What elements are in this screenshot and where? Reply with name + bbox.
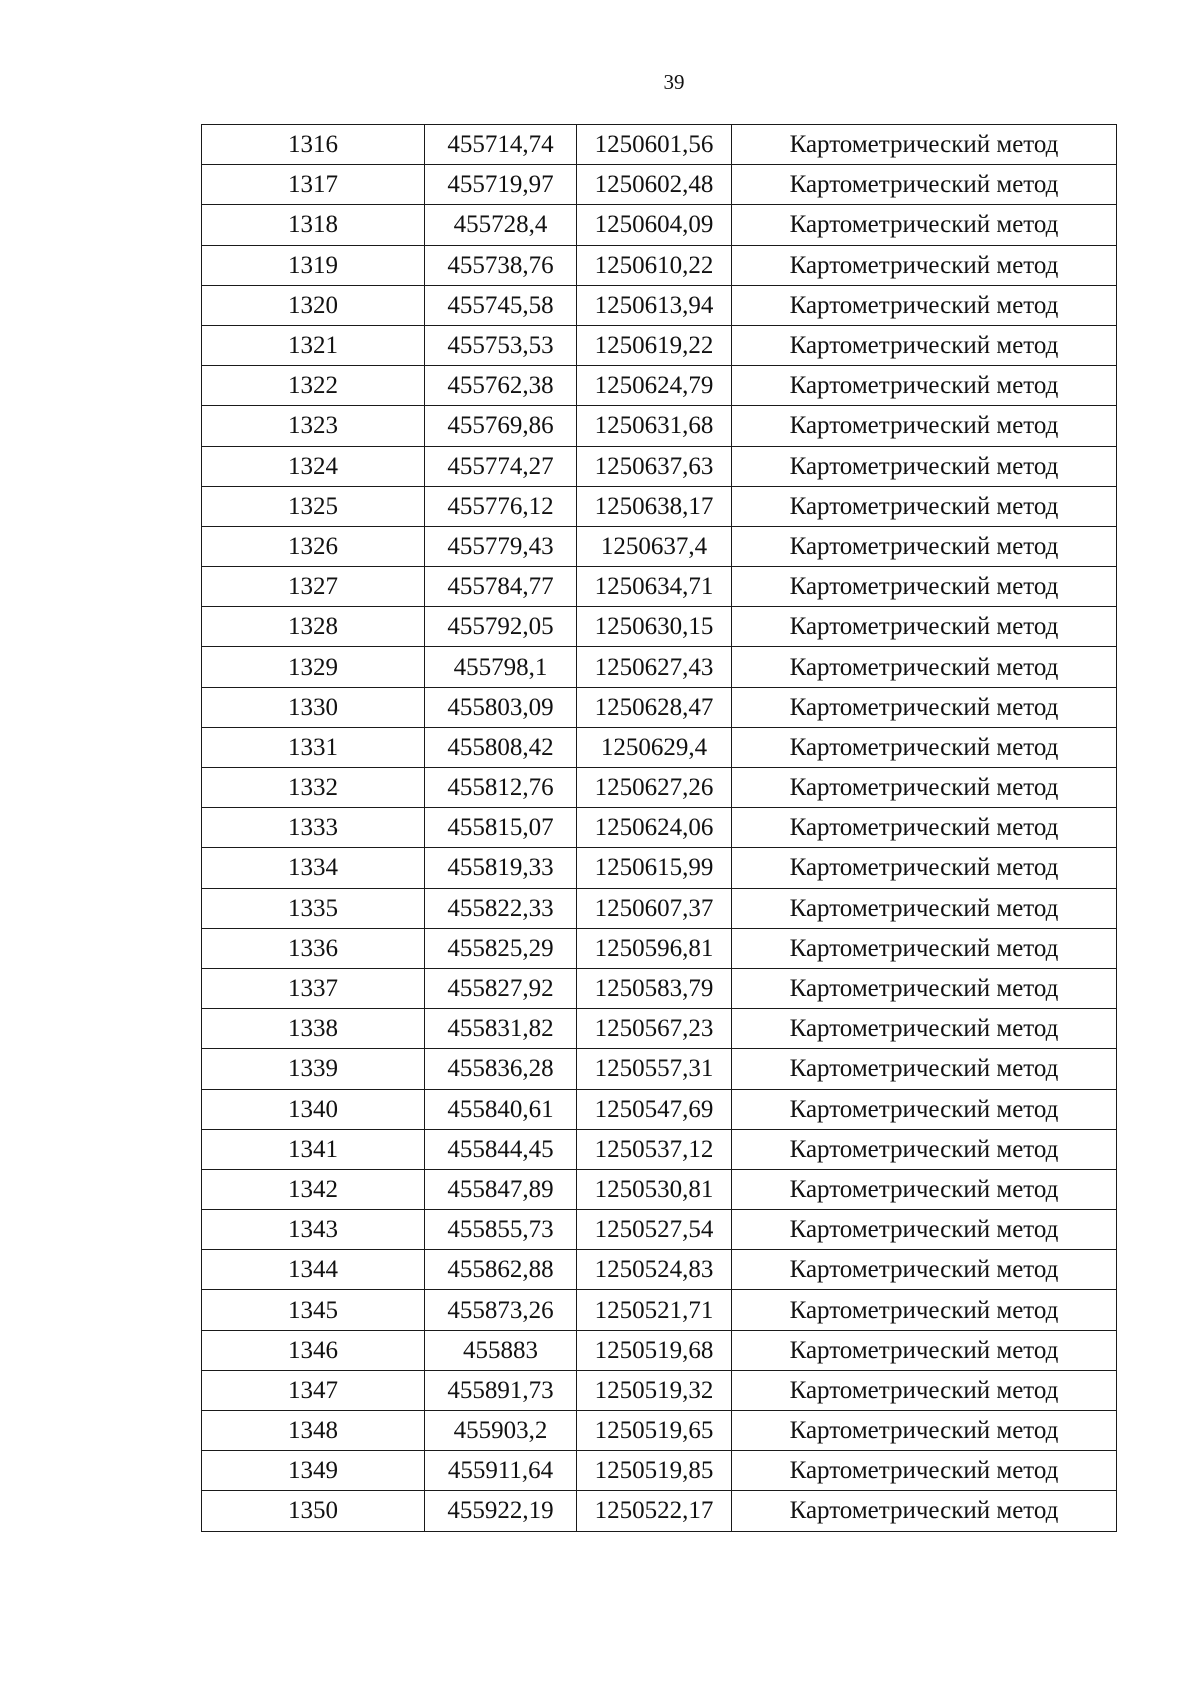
y-coordinate-cell: 1250607,37 (577, 888, 732, 928)
coordinates-table-body (202, 125, 1117, 1532)
method-cell: Картометрический метод (732, 687, 1117, 727)
method-cell: Картометрический метод (732, 1370, 1117, 1410)
x-coordinate-cell: 455822,33 (425, 888, 577, 928)
x-coordinate-cell: 455922,19 (425, 1491, 577, 1531)
x-coordinate-cell: 455855,73 (425, 1210, 577, 1250)
table-row (202, 245, 1117, 285)
y-coordinate-cell: 1250637,4 (577, 526, 732, 566)
method-cell: Картометрический метод (732, 1089, 1117, 1129)
method-cell: Картометрический метод (732, 1330, 1117, 1370)
method-cell: Картометрический метод (732, 928, 1117, 968)
point-number-cell: 1347 (202, 1370, 425, 1410)
x-coordinate-cell: 455844,45 (425, 1129, 577, 1169)
y-coordinate-cell: 1250624,06 (577, 808, 732, 848)
x-coordinate-cell: 455784,77 (425, 567, 577, 607)
table-row (202, 928, 1117, 968)
point-number-cell: 1350 (202, 1491, 425, 1531)
point-number-cell: 1334 (202, 848, 425, 888)
y-coordinate-cell: 1250624,79 (577, 366, 732, 406)
point-number-cell: 1325 (202, 486, 425, 526)
method-cell: Картометрический метод (732, 205, 1117, 245)
point-number-cell: 1323 (202, 406, 425, 446)
x-coordinate-cell: 455840,61 (425, 1089, 577, 1129)
x-coordinate-cell: 455827,92 (425, 968, 577, 1008)
y-coordinate-cell: 1250547,69 (577, 1089, 732, 1129)
method-cell: Картометрический метод (732, 165, 1117, 205)
point-number-cell: 1321 (202, 325, 425, 365)
method-cell: Картометрический метод (732, 1169, 1117, 1209)
y-coordinate-cell: 1250602,48 (577, 165, 732, 205)
method-cell: Картометрический метод (732, 486, 1117, 526)
table-row (202, 526, 1117, 566)
point-number-cell: 1320 (202, 285, 425, 325)
method-cell: Картометрический метод (732, 1210, 1117, 1250)
table-row (202, 1129, 1117, 1169)
x-coordinate-cell: 455891,73 (425, 1370, 577, 1410)
y-coordinate-cell: 1250567,23 (577, 1009, 732, 1049)
y-coordinate-cell: 1250638,17 (577, 486, 732, 526)
method-cell: Картометрический метод (732, 968, 1117, 1008)
y-coordinate-cell: 1250630,15 (577, 607, 732, 647)
y-coordinate-cell: 1250557,31 (577, 1049, 732, 1089)
y-coordinate-cell: 1250613,94 (577, 285, 732, 325)
table-row (202, 366, 1117, 406)
table-row (202, 1210, 1117, 1250)
x-coordinate-cell: 455779,43 (425, 526, 577, 566)
y-coordinate-cell: 1250521,71 (577, 1290, 732, 1330)
table-row (202, 727, 1117, 767)
coordinates-table (201, 124, 1117, 1532)
y-coordinate-cell: 1250627,26 (577, 768, 732, 808)
y-coordinate-cell: 1250619,22 (577, 325, 732, 365)
x-coordinate-cell: 455808,42 (425, 727, 577, 767)
table-row (202, 1049, 1117, 1089)
table-row (202, 446, 1117, 486)
y-coordinate-cell: 1250631,68 (577, 406, 732, 446)
x-coordinate-cell: 455728,4 (425, 205, 577, 245)
table-row (202, 1250, 1117, 1290)
x-coordinate-cell: 455903,2 (425, 1411, 577, 1451)
y-coordinate-cell: 1250610,22 (577, 245, 732, 285)
table-row (202, 888, 1117, 928)
method-cell: Картометрический метод (732, 446, 1117, 486)
table-row (202, 1411, 1117, 1451)
table-row (202, 647, 1117, 687)
point-number-cell: 1317 (202, 165, 425, 205)
point-number-cell: 1332 (202, 768, 425, 808)
table-row (202, 125, 1117, 165)
method-cell: Картометрический метод (732, 1129, 1117, 1169)
x-coordinate-cell: 455714,74 (425, 125, 577, 165)
table-row (202, 1370, 1117, 1410)
y-coordinate-cell: 1250583,79 (577, 968, 732, 1008)
method-cell: Картометрический метод (732, 888, 1117, 928)
point-number-cell: 1330 (202, 687, 425, 727)
page-number: 39 (663, 70, 685, 94)
y-coordinate-cell: 1250596,81 (577, 928, 732, 968)
point-number-cell: 1337 (202, 968, 425, 1008)
method-cell: Картометрический метод (732, 768, 1117, 808)
point-number-cell: 1345 (202, 1290, 425, 1330)
y-coordinate-cell: 1250519,85 (577, 1451, 732, 1491)
table-row (202, 968, 1117, 1008)
y-coordinate-cell: 1250629,4 (577, 727, 732, 767)
point-number-cell: 1322 (202, 366, 425, 406)
x-coordinate-cell: 455792,05 (425, 607, 577, 647)
table-row (202, 165, 1117, 205)
y-coordinate-cell: 1250604,09 (577, 205, 732, 245)
y-coordinate-cell: 1250634,71 (577, 567, 732, 607)
x-coordinate-cell: 455738,76 (425, 245, 577, 285)
point-number-cell: 1340 (202, 1089, 425, 1129)
table-row (202, 486, 1117, 526)
table-row (202, 1491, 1117, 1531)
table-row (202, 1089, 1117, 1129)
x-coordinate-cell: 455825,29 (425, 928, 577, 968)
point-number-cell: 1341 (202, 1129, 425, 1169)
y-coordinate-cell: 1250627,43 (577, 647, 732, 687)
table-row (202, 808, 1117, 848)
y-coordinate-cell: 1250524,83 (577, 1250, 732, 1290)
point-number-cell: 1331 (202, 727, 425, 767)
table-row (202, 848, 1117, 888)
method-cell: Картометрический метод (732, 1451, 1117, 1491)
y-coordinate-cell: 1250615,99 (577, 848, 732, 888)
y-coordinate-cell: 1250519,32 (577, 1370, 732, 1410)
x-coordinate-cell: 455831,82 (425, 1009, 577, 1049)
method-cell: Картометрический метод (732, 567, 1117, 607)
point-number-cell: 1333 (202, 808, 425, 848)
y-coordinate-cell: 1250519,68 (577, 1330, 732, 1370)
y-coordinate-cell: 1250530,81 (577, 1169, 732, 1209)
table-row (202, 205, 1117, 245)
x-coordinate-cell: 455873,26 (425, 1290, 577, 1330)
table-row (202, 567, 1117, 607)
table-row (202, 325, 1117, 365)
table-row (202, 406, 1117, 446)
point-number-cell: 1327 (202, 567, 425, 607)
point-number-cell: 1348 (202, 1411, 425, 1451)
table-row (202, 1330, 1117, 1370)
method-cell: Картометрический метод (732, 1049, 1117, 1089)
x-coordinate-cell: 455774,27 (425, 446, 577, 486)
y-coordinate-cell: 1250537,12 (577, 1129, 732, 1169)
method-cell: Картометрический метод (732, 1290, 1117, 1330)
method-cell: Картометрический метод (732, 526, 1117, 566)
x-coordinate-cell: 455836,28 (425, 1049, 577, 1089)
method-cell: Картометрический метод (732, 1250, 1117, 1290)
point-number-cell: 1335 (202, 888, 425, 928)
table-row (202, 687, 1117, 727)
method-cell: Картометрический метод (732, 1491, 1117, 1531)
method-cell: Картометрический метод (732, 647, 1117, 687)
point-number-cell: 1343 (202, 1210, 425, 1250)
method-cell: Картометрический метод (732, 848, 1117, 888)
method-cell: Картометрический метод (732, 366, 1117, 406)
method-cell: Картометрический метод (732, 1411, 1117, 1451)
method-cell: Картометрический метод (732, 325, 1117, 365)
point-number-cell: 1344 (202, 1250, 425, 1290)
table-row (202, 1451, 1117, 1491)
y-coordinate-cell: 1250601,56 (577, 125, 732, 165)
x-coordinate-cell: 455883 (425, 1330, 577, 1370)
method-cell: Картометрический метод (732, 285, 1117, 325)
table-row (202, 1290, 1117, 1330)
x-coordinate-cell: 455762,38 (425, 366, 577, 406)
x-coordinate-cell: 455719,97 (425, 165, 577, 205)
point-number-cell: 1319 (202, 245, 425, 285)
y-coordinate-cell: 1250519,65 (577, 1411, 732, 1451)
point-number-cell: 1318 (202, 205, 425, 245)
point-number-cell: 1336 (202, 928, 425, 968)
x-coordinate-cell: 455862,88 (425, 1250, 577, 1290)
table-row (202, 285, 1117, 325)
x-coordinate-cell: 455911,64 (425, 1451, 577, 1491)
x-coordinate-cell: 455769,86 (425, 406, 577, 446)
table-row (202, 1169, 1117, 1209)
point-number-cell: 1339 (202, 1049, 425, 1089)
x-coordinate-cell: 455812,76 (425, 768, 577, 808)
method-cell: Картометрический метод (732, 1009, 1117, 1049)
point-number-cell: 1342 (202, 1169, 425, 1209)
method-cell: Картометрический метод (732, 808, 1117, 848)
table-row (202, 1009, 1117, 1049)
x-coordinate-cell: 455815,07 (425, 808, 577, 848)
method-cell: Картометрический метод (732, 406, 1117, 446)
point-number-cell: 1338 (202, 1009, 425, 1049)
method-cell: Картометрический метод (732, 727, 1117, 767)
point-number-cell: 1346 (202, 1330, 425, 1370)
x-coordinate-cell: 455798,1 (425, 647, 577, 687)
x-coordinate-cell: 455803,09 (425, 687, 577, 727)
method-cell: Картометрический метод (732, 125, 1117, 165)
y-coordinate-cell: 1250637,63 (577, 446, 732, 486)
y-coordinate-cell: 1250522,17 (577, 1491, 732, 1531)
x-coordinate-cell: 455753,53 (425, 325, 577, 365)
x-coordinate-cell: 455847,89 (425, 1169, 577, 1209)
point-number-cell: 1328 (202, 607, 425, 647)
table-row (202, 607, 1117, 647)
y-coordinate-cell: 1250628,47 (577, 687, 732, 727)
point-number-cell: 1349 (202, 1451, 425, 1491)
point-number-cell: 1316 (202, 125, 425, 165)
table-row (202, 768, 1117, 808)
x-coordinate-cell: 455819,33 (425, 848, 577, 888)
method-cell: Картометрический метод (732, 607, 1117, 647)
point-number-cell: 1324 (202, 446, 425, 486)
y-coordinate-cell: 1250527,54 (577, 1210, 732, 1250)
x-coordinate-cell: 455745,58 (425, 285, 577, 325)
x-coordinate-cell: 455776,12 (425, 486, 577, 526)
point-number-cell: 1329 (202, 647, 425, 687)
point-number-cell: 1326 (202, 526, 425, 566)
method-cell: Картометрический метод (732, 245, 1117, 285)
